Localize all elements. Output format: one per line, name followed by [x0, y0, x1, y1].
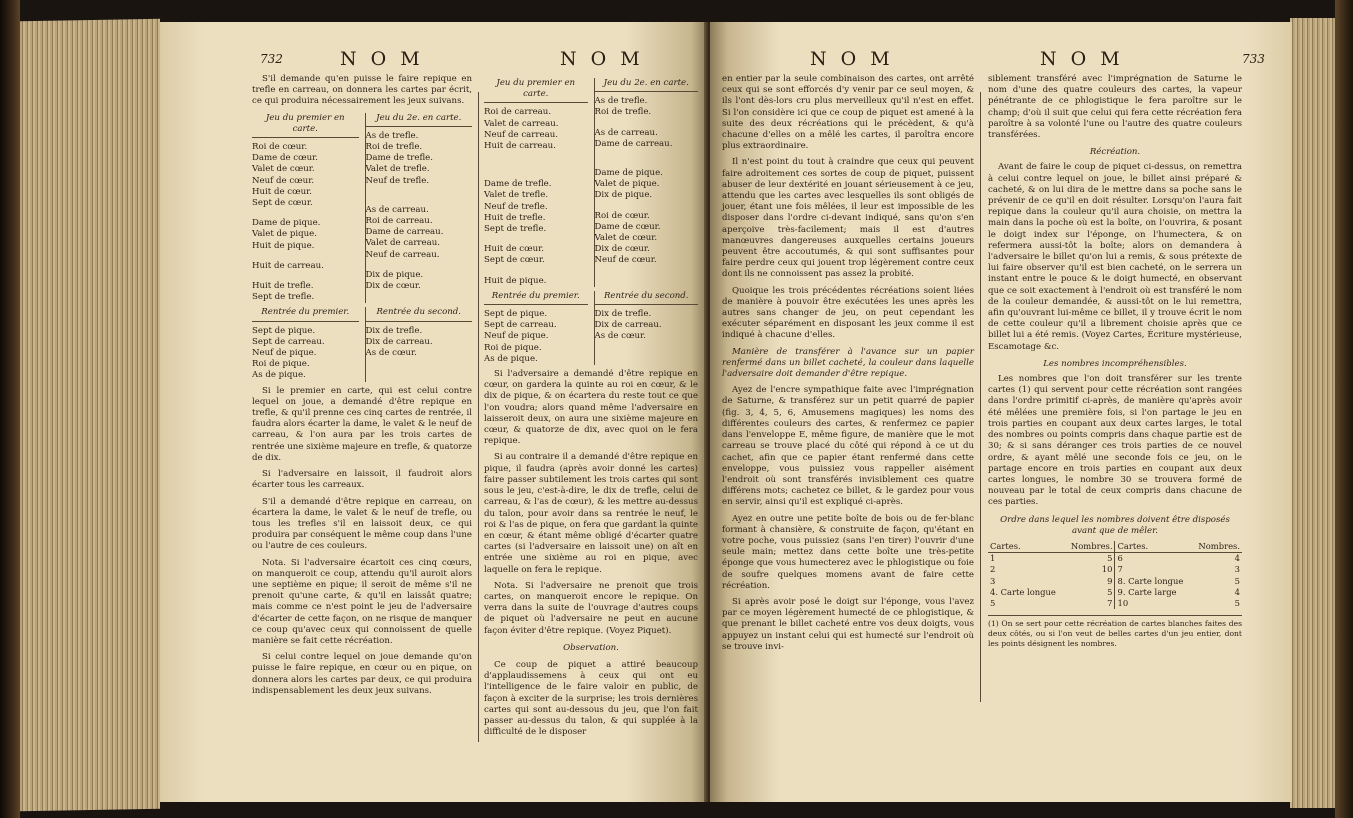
list-item: Neuf de cœur.: [252, 175, 315, 186]
list-item: Huit de trefle.: [252, 281, 314, 292]
card-table: [484, 291, 698, 365]
list-item: Neuf de trefle.: [484, 201, 548, 212]
list-item: Dame de carreau.: [365, 227, 444, 238]
list-item: Valet de pique.: [594, 179, 660, 190]
table-column: [484, 291, 588, 365]
page-edges-right: [1290, 18, 1335, 808]
card-table: [484, 78, 698, 287]
list-item: Valet de trefle.: [484, 190, 549, 201]
card-list: [366, 326, 473, 360]
table-cell: 7: [1115, 564, 1192, 575]
card-table: [252, 113, 472, 304]
list-item: As de cœur.: [365, 348, 417, 359]
col-header: Cartes.: [988, 541, 1065, 553]
table-cell: 10: [1115, 598, 1192, 609]
list-item: As de trefle.: [365, 130, 419, 141]
list-spacer: [484, 267, 588, 276]
list-item: Sept de carreau.: [484, 320, 557, 331]
paragraph: Les nombres que l'on doit transférer sur les trente cartes (1) qui servent pour cette récréation sont rangées dans l'ordre primitif ci-après, de manière qu'après avoir été mêlées une première fois, si l'on partage le jeu en trois parties en coupant aux deux cartes larges, le total des nombres ou points compris dans chaque partie est de 30; & si sans déranger ces trois parties de ce nouvel ordre, & ayant mêlé une seconde fois ce jeu, on le partage encore en trois parties en coupant aux deux cartes longues, le nombre 30 se trouvera formé de nouveau par le total de ceux compris dans chacune de ces parties.: [988, 374, 1242, 508]
table-column: [594, 291, 699, 365]
paragraph: Avant de faire le coup de piquet ci-dessus, on remettra à celui contre lequel on joue, le billet ainsi préparé & cacheté, & on lui dira de le mettre dans sa poche sans le prévenir de ce qu'il en doit résulter. Lorsqu'on l'aura fait repique dans la couleur qu'il aura choisie, on mettra la main dans la poche où est la boîte, on l'ouvrira, & posant le doigt index sur l'éponge, on l'humectera, & on refermera aussi-tôt la boîte; alors on demandera à l'adversaire le billet qu'on lui a remis, & sous prétexte de lui faire observer qu'il est bien cacheté, on le serrera un instant entre le pouce & le doigt humecté, en observant que ce soit exactement à l'endroit où est transféré le nom de la couleur demandée, & aussi-tôt on le lui remettra, afin qu'ouvrant lui-même ce billet, il y trouve écrit le nom de cette couleur qu'il a librement choisie après que ce billet lui a été remis. (Voyez Cartes, Écriture mystérieuse, Escamotage &c.: [988, 162, 1242, 352]
list-spacer: [595, 159, 699, 168]
list-item: Huit de cœur.: [484, 244, 545, 255]
list-item: Valet de pique.: [252, 229, 317, 240]
table-cell: 9: [1107, 575, 1113, 586]
right-column-1: [722, 74, 974, 658]
left-column-1: [252, 74, 472, 702]
col-header: Cartes.: [1115, 541, 1192, 553]
table-cell: 6: [1115, 553, 1192, 565]
table-row: [988, 553, 1242, 565]
list-spacer: [484, 152, 588, 161]
section-heading: Observation.: [563, 642, 619, 653]
card-list: [484, 309, 588, 365]
list-spacer: [252, 252, 359, 261]
table-column: [365, 113, 473, 304]
table-header: Rentrée du premier.: [484, 291, 588, 305]
paragraph: Nota. Si l'adversaire écartoit ces cinq cœurs, on manqueroit ce coup, attendu qu'il auroit alors une septième en pique; il seroit de même s'il ne prenoit qu'une carte, & qu'il en laissât quatre; mais comme ce n'est point le jeu de l'adversaire d'écarter de cette façon, on ne risque de manquer ce coup qu'avec ceux qui connoissent de quelle manière se fait cette récréation.: [252, 557, 472, 646]
table-header: Rentrée du second.: [595, 291, 699, 305]
table-row: [988, 598, 1242, 609]
section-heading: Les nombres incompréhensibles.: [1043, 358, 1187, 369]
list-item: Dix de cœur.: [594, 244, 650, 255]
table-cell: 9. Carte large: [1115, 587, 1192, 598]
list-item: Roi de trefle.: [594, 107, 652, 118]
table-column: [252, 113, 359, 304]
right-page: [710, 22, 1292, 802]
paragraph: Il n'est point du tout à craindre que ceux qui peuvent faire adroitement ces sortes de coup de piquet, puissent abuser de leur dextérité en jouant sérieusement à ce jeu, attendu que les cartes avec lesquelles ils sont obligés de jouer, étant une fois mêlées, il leur est impossible de les disposer dans l'ordre ci-devant indiqué, sans qu'on s'en aperçoive très-facilement; mais il est d'autres manœuvres dangereuses auxquelles certains joueurs peuvent être accoutumés, & qui sont suffisantes pour faire perdre ceux qui jouent trop légèrement contre ceux dont ils ne connoissent pas assez la probité.: [722, 157, 974, 280]
table-cell: 5: [1107, 553, 1113, 564]
card-list: [595, 96, 699, 266]
paragraph: Si au contraire il a demandé d'être repique en pique, il faudra (après avoir donné les cartes) faire passer subtilement les trois cartes qui sont sous le jeu, c'est-à-dire, le dix de trefle, celui de carreau, & l'as de cœur), & les mettre au-dessus du talon, pour avoir dans sa rentrée le neuf, le roi & l'as de pique, on fera que gardant la quinte en cœur, & étant même obligé d'écarter quatre cartes (si l'adversaire en laissoit une) on aît en entrée une sixième au roi en pique, avec laquelle on fera le repique.: [484, 452, 698, 575]
table-header: Jeu du premier en carte.: [252, 113, 359, 138]
list-item: Dame de carreau.: [594, 138, 673, 149]
list-item: Huit de trefle.: [484, 212, 546, 223]
footnote: (1) On se sert pour cette récréation de cartes blanches faites des deux côtés, ou si l'on veut de belles cartes d'un jeu entier, dont les points désignent les nombres.: [988, 615, 1242, 649]
list-spacer: [366, 196, 473, 205]
table-header-row: [988, 541, 1242, 553]
list-spacer: [484, 235, 588, 244]
page-edges-left: [20, 19, 160, 811]
page-number-right: 733: [1242, 52, 1265, 66]
list-item: Sept de trefle.: [252, 292, 315, 303]
list-item: As de carreau.: [365, 204, 429, 215]
table-cell: 8. Carte longue: [1115, 576, 1192, 587]
list-item: Neuf de carreau.: [484, 129, 558, 140]
list-item: Valet de carreau.: [365, 238, 441, 249]
list-item: Dix de pique.: [594, 190, 653, 201]
table-cell: 5: [1107, 586, 1113, 597]
list-item: Sept de cœur.: [484, 255, 545, 266]
table-cell: 4: [1234, 586, 1240, 597]
list-item: Huit de cœur.: [252, 186, 313, 197]
list-item: Neuf de trefle.: [365, 175, 430, 186]
list-item: Sept de cœur.: [252, 198, 313, 209]
table-cell: 10: [1101, 564, 1113, 575]
list-item: Dame de cœur.: [252, 153, 319, 164]
table-cell: 4. Carte longue: [990, 586, 1056, 597]
list-item: Dix de carreau.: [594, 320, 662, 331]
list-item: Huit de pique.: [484, 275, 547, 286]
running-head: N O M: [340, 48, 424, 70]
paragraph: Ayez en outre une petite boîte de bois ou de fer-blanc formant à chansière, & construite de façon, qu'étant en votre poche, vous puissiez (sans l'en tirer) l'ouvrir d'une seule main; mettez dans cette boîte une très-petite éponge que vous humecterez avec le phlogistique ou foie de soufre quelques momens avant de faire cette récréation.: [722, 513, 974, 591]
list-item: Huit de carreau.: [484, 141, 556, 152]
section-heading: Récréation.: [1089, 147, 1141, 158]
paragraph: Si après avoir posé le doigt sur l'éponge, vous l'avez par ce moyen légèrement humecté de ce phlogistique, & que prenant le billet cacheté entre vos deux doigts, vous appuyez un instant celui qui est humecté sur l'endroit où se trouve invi-: [722, 596, 974, 652]
paragraph: Si le premier en carte, qui est celui contre lequel on joue, a demandé d'être repique en trefle, & qu'il prenne ces cinq cartes de rentrée, il faudra alors écarter la dame, le valet & le neuf de carreau, & l'on aura par les trois cartes de rentrée une sixième majeure en trefle, & quatorze de dix.: [252, 385, 472, 463]
list-item: Roi de cœur.: [594, 210, 650, 221]
running-head: N O M: [810, 48, 894, 70]
list-spacer: [595, 202, 699, 211]
book-spine-left: [0, 0, 20, 818]
card-list: [252, 142, 359, 303]
table-cell: 7: [1107, 597, 1113, 608]
list-item: Sept de carreau.: [252, 336, 325, 347]
list-item: Roi de carreau.: [484, 107, 552, 118]
table-cell: 5: [1234, 597, 1240, 608]
list-item: As de pique.: [484, 353, 538, 364]
table-header: Rentrée du premier.: [252, 307, 359, 321]
card-list: [595, 309, 699, 343]
table-body: [988, 553, 1242, 610]
list-item: Dame de cœur.: [594, 221, 661, 232]
list-item: Neuf de cœur.: [594, 255, 657, 266]
list-spacer: [366, 187, 473, 196]
list-item: Dame de trefle.: [365, 153, 433, 164]
left-column-2: [484, 74, 698, 743]
right-column-2: [988, 74, 1242, 649]
paragraph: siblement transféré avec l'imprégnation de Saturne le nom d'une des quatre couleurs des cartes, la vapeur pénétrante de ce phlogistique le fera paroître sur le champ; d'où il suit que celui qui fera cette récréation fera paroître à sa volonté l'une ou l'autre des quatre couleurs transférées.: [988, 74, 1242, 141]
table-header: Jeu du 2e. en carte.: [366, 113, 473, 127]
list-item: Dix de trefle.: [365, 325, 423, 336]
table-header: Jeu du 2e. en carte.: [595, 78, 699, 92]
list-item: Dix de carreau.: [365, 336, 433, 347]
section-heading: Manière de transférer à l'avance sur un papier renfermé dans un billet cacheté, la couleur dans laquelle l'adversaire doit demander d'être repique.: [722, 346, 974, 380]
paragraph: Si l'adversaire en laissoit, il faudroit alors écarter tous les carreaux.: [252, 469, 472, 491]
table-column: [252, 307, 359, 381]
list-spacer: [595, 119, 699, 128]
table-cell: 2: [990, 564, 996, 575]
list-item: As de cœur.: [594, 331, 646, 342]
list-item: Roi de pique.: [484, 342, 542, 353]
table-column: [594, 78, 699, 287]
list-item: As de trefle.: [594, 96, 648, 107]
list-item: Valet de cœur.: [252, 164, 315, 175]
table-cell: 5: [990, 597, 996, 608]
list-item: As de pique.: [252, 370, 306, 381]
list-item: Sept de trefle.: [484, 224, 547, 235]
running-head: N O M: [560, 48, 644, 70]
list-item: As de carreau.: [594, 127, 658, 138]
list-item: Dame de trefle.: [484, 179, 552, 190]
list-item: Roi de cœur.: [252, 142, 308, 153]
card-table: [252, 307, 472, 381]
page-number-left: 732: [260, 52, 283, 66]
list-item: Dame de pique.: [252, 218, 321, 229]
numbers-table: [988, 541, 1242, 609]
column-rule: [980, 92, 981, 702]
table-cell: 4: [1234, 553, 1240, 564]
list-item: Roi de trefle.: [365, 142, 423, 153]
paragraph: S'il demande qu'en puisse le faire repique en trefle en carreau, on donnera les cartes par écrit, ce qui produira nécessairement les jeux suivans.: [252, 74, 472, 107]
table-header: Rentrée du second.: [366, 307, 473, 321]
list-item: Roi de pique.: [252, 359, 310, 370]
table-cell: 1: [990, 553, 996, 564]
paragraph: Si celui contre lequel on joue demande qu'on puisse le faire repique, en cœur ou en pique, on donnera alors les cartes par deux, ce qui produira indispensablement les deux jeux suivans.: [252, 652, 472, 696]
list-spacer: [366, 261, 473, 270]
card-list: [484, 107, 588, 286]
table-row: [988, 564, 1242, 575]
table-header: Jeu du premier en carte.: [484, 78, 588, 103]
card-list: [252, 326, 359, 382]
list-spacer: [484, 161, 588, 170]
list-item: Valet de trefle.: [365, 164, 430, 175]
list-item: Roi de carreau.: [365, 216, 433, 227]
list-spacer: [484, 170, 588, 179]
paragraph: Ce coup de piquet a attiré beaucoup d'applaudissemens à ceux qui ont eu l'intelligence de le faire valoir en public, de façon à exciter de la surprise; les trois dernières cartes qui sont au-dessous du jeu, que l'on fait passer au-dessus du talon, & qui supplée à la difficulté de le disposer: [484, 659, 698, 738]
list-spacer: [595, 150, 699, 159]
paragraph: Si l'adversaire a demandé d'être repique en cœur, on gardera la quinte au roi en cœur, & le dix de pique, & on écartera du reste tout ce que l'on voudra; alors quand même l'adversaire en laisseroit deux, on aura une sixième majeure en cœur, & quatorze de dix, avec quoi on le fera repique.: [484, 369, 698, 447]
paragraph: en entier par la seule combinaison des cartes, ont arrêté ceux qui se sont efforcés d'y venir par ce seul moyen, & ils l'ont dès-lors cru plus merveilleux qu'il n'est en effet. Si l'on considère ici que ce coup de piquet est amené à la suite des deux récréations qui le précèdent, & qu'à chacune d'elles on a mêlé les cartes, il paroîtra encore plus extraordinaire.: [722, 74, 974, 152]
list-item: Sept de pique.: [484, 309, 548, 320]
left-page: [160, 22, 708, 802]
table-column: [484, 78, 588, 287]
list-item: Sept de pique.: [252, 325, 316, 336]
paragraph: Nota. Si l'adversaire ne prenoit que trois cartes, on manqueroit encore le repique. On verra dans la suite de l'ouvrage d'autres coups de piquet où l'adversaire ne peut en aucune façon éviter d'être repique. (Voyez Piquet).: [484, 580, 698, 636]
list-item: Neuf de pique.: [252, 348, 317, 359]
table-cell: 3: [1234, 564, 1240, 575]
list-item: Huit de pique.: [252, 240, 315, 251]
table-row: [988, 576, 1242, 587]
list-spacer: [252, 272, 359, 281]
list-item: Valet de cœur.: [594, 233, 658, 244]
list-item: Neuf de pique.: [484, 331, 549, 342]
table-cell: 5: [1234, 575, 1240, 586]
list-item: Valet de carreau.: [484, 118, 559, 129]
table-row: [988, 587, 1242, 598]
running-head: N O M: [1040, 48, 1124, 70]
column-rule: [478, 92, 479, 742]
book-spine-right: [1335, 0, 1353, 818]
list-item: Huit de carreau.: [252, 260, 324, 271]
col-header: Nombres.: [1192, 541, 1242, 553]
col-header: Nombres.: [1065, 541, 1115, 553]
paragraph: Ayez de l'encre sympathique faite avec l'imprégnation de Saturne, & transférez sur un petit quarré de papier (fig. 3, 4, 5, 6, Amusemens magiques) les noms des différentes couleurs des cartes, & renfermez ce papier dans l'enveloppe E, même figure, de manière que le mot carreau se trouve placé du côté qui répond à ce ut du cachet, afin que ce papier étant renfermé dans cette enveloppe, vous puissiez vous rappeller aisément l'endroit où sont transférés invisiblement ces quatre différens mots; cachetez ce billet, & le gardez pour vous en servir, ainsi qu'il est expliqué ci-après.: [722, 385, 974, 508]
card-list: [366, 131, 473, 292]
list-item: Dix de trefle.: [594, 309, 652, 320]
paragraph: Quoique les trois précédentes récréations soient liées de manière à pouvoir être exécutées les unes après les autres sans changer de jeu, on peut cependant les exécuter séparément en disposant les jeux comme il est indiqué à chacune d'elles.: [722, 285, 974, 341]
table-cell: 3: [990, 575, 996, 586]
list-item: Neuf de carreau.: [365, 249, 440, 260]
table-caption: Ordre dans lequel les nombres doivent être disposés avant que de mêler.: [1000, 514, 1230, 536]
list-item: Dix de pique.: [365, 269, 424, 280]
table-column: [365, 307, 473, 381]
paragraph: S'il a demandé d'être repique en carreau, on écartera la dame, le valet & le neuf de trefle, ou tous les trefles s'il en laissoit deux, ce qui produira par conséquent le même coup dans l'une ou l'autre de ces couleurs.: [252, 496, 472, 552]
list-item: Dame de pique.: [594, 168, 663, 179]
list-spacer: [252, 209, 359, 218]
list-item: Dix de cœur.: [365, 281, 421, 292]
